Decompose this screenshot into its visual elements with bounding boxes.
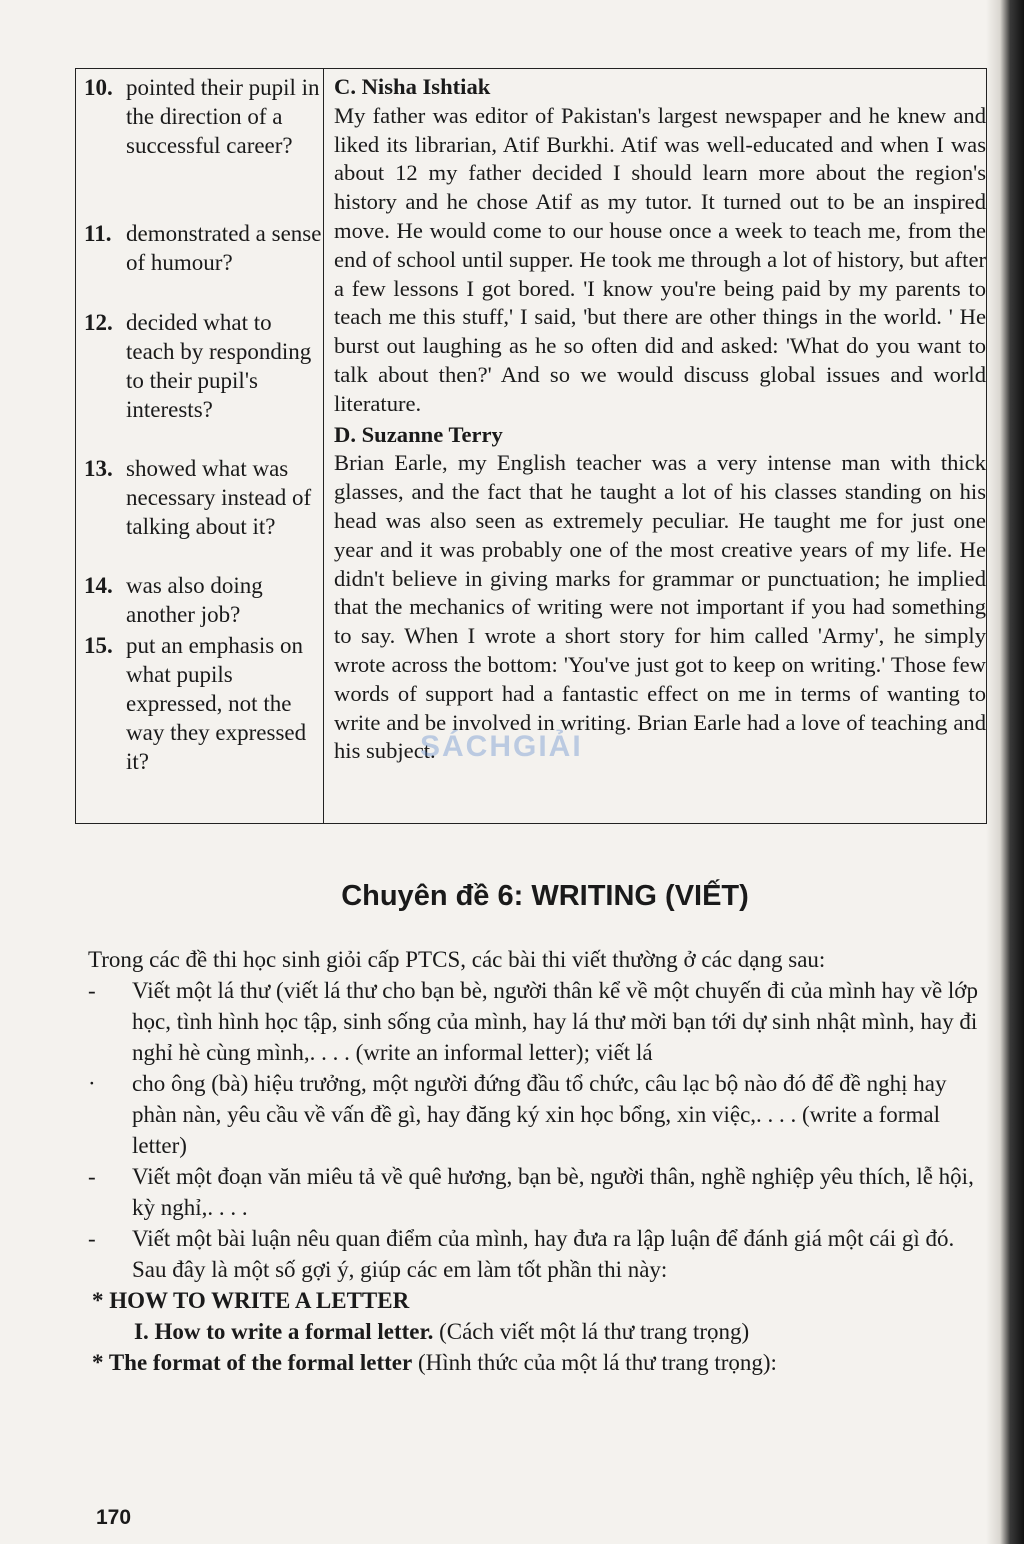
page-number: 170 <box>96 1506 132 1529</box>
watermark-logo: SÁCHGIẢI <box>420 730 583 763</box>
passages-column <box>334 73 986 766</box>
chapter-title: Chuyên đề 6: WRITING (VIẾT) <box>341 880 749 912</box>
section-c-heading: C. Nisha Ishtiak <box>334 74 491 99</box>
question-number: 10. <box>84 75 113 100</box>
bullet-dash: - <box>88 978 96 1003</box>
bullet-dash: - <box>88 1164 96 1189</box>
list-item-text: Viết một lá thư (viết lá thư cho bạn bè, người thân kể về một chuyến đi của mình hay về lớp học, tình hình học tập, sinh sống của mình, hay lá thư mời bạn tới dự sinh nhật mình, hay đi nghỉ hè cùng mình,. . . . (write an informal letter); viết lá <box>132 978 978 1065</box>
question-text: put an emphasis on what pupils expressed, not the way they expressed it? <box>126 633 307 774</box>
page-binding-edge <box>986 0 1024 1544</box>
bullet-dash: - <box>88 1226 96 1251</box>
list-item <box>88 975 983 1068</box>
question-text: decided what to teach by responding to their pupil's interests? <box>126 310 312 422</box>
question-text: demonstrated a sense of humour? <box>126 221 322 275</box>
followup-text: Sau đây là một số gợi ý, giúp các em làm tốt phần thi này: <box>132 1257 668 1282</box>
question-number: 15. <box>84 633 113 658</box>
list-item <box>88 1161 983 1223</box>
bullet-dash: · <box>88 1071 96 1096</box>
list-item-text: Viết một đoạn văn miêu tả về quê hương, bạn bè, người thân, nghề nghiệp yêu thích, lễ hội, kỳ nghỉ,. . . . <box>132 1164 974 1220</box>
formal-letter-heading-bold: I. How to write a formal letter. <box>134 1319 434 1344</box>
question-text: showed what was necessary instead of talking about it? <box>126 456 312 539</box>
section-c-text: My father was editor of Pakistan's largest newspaper and he knew and liked its librarian, Atif Burkhi. Atif was well-educated and when I was about 12 my father decided I should learn more about the region's history and he chose Atif as my tutor. It turned out to be an inspired move. He would come to our house once a week to teach me, from the end of school until supper. He took me through a lot of history, but after a few lessons I got bored. 'I know you're being paid by my parents to teach me this stuff,' I said, 'but there are other things in the world. ' He burst out laughing as he so often did and asked: 'What do you want to talk about then?' And so we would discuss global issues and world literature. <box>334 102 986 416</box>
list-item <box>88 1223 983 1254</box>
list-item-text: Viết một bài luận nêu quan điểm của mình, hay đưa ra lập luận để đánh giá một cái gì đó. <box>132 1226 955 1251</box>
formal-letter-heading <box>88 1316 983 1347</box>
reading-table <box>75 68 987 824</box>
section-d-heading: D. Suzanne Terry <box>334 421 503 447</box>
question-number: 12. <box>84 310 113 335</box>
letter-heading: * HOW TO WRITE A LETTER <box>92 1288 410 1313</box>
question-text: pointed their pupil in the direction of a successful career? <box>126 75 320 158</box>
question-item <box>84 631 322 776</box>
intro-text: Trong các đề thi học sinh giỏi cấp PTCS, các bài thi viết thường ở các dạng sau: <box>88 947 826 972</box>
format-heading <box>88 1347 983 1378</box>
question-item <box>84 571 322 629</box>
question-number: 14. <box>84 573 113 598</box>
format-heading-note: (Hình thức của một lá thư trang trọng): <box>412 1350 777 1375</box>
section-d-text: Brian Earle, my English teacher was a very intense man with thick glasses, and the fact that he taught a lot of his classes standing on his head was also seen as extremely peculiar. He taught me for just one year and it was probably one of the most creative years of my life. He didn't believe in giving marks for grammar or punctuation; he implied that the mechanics of writing were not important if you had something to say. When I wrote a short story for him called 'Army', he simply wrote across the bottom: 'You've just got to keep on writing.' Those few words of support had a fantastic effect on me in terms of wanting to write and be involved in writing. Brian Earle had a love of teaching and his subject. <box>334 450 986 764</box>
list-item-text: cho ông (bà) hiệu trưởng, một người đứng đầu tổ chức, câu lạc bộ nào đó để đề nghị hay phàn nàn, yêu cầu về vấn đề gì, hay đăng ký xin học bổng, xin việc,. . . . (write a formal letter) <box>132 1071 947 1158</box>
question-number: 11. <box>84 221 112 246</box>
question-number: 13. <box>84 456 113 481</box>
formal-letter-heading-note: (Cách viết một lá thư trang trọng) <box>433 1319 750 1344</box>
questions-column <box>76 69 324 823</box>
writing-section-body <box>88 944 983 1378</box>
list-item <box>88 1068 983 1161</box>
question-item <box>84 454 322 541</box>
question-item <box>84 73 322 160</box>
format-heading-bold: * The format of the formal letter <box>92 1350 413 1375</box>
question-item <box>84 308 322 424</box>
question-text: was also doing another job? <box>126 573 263 627</box>
question-item <box>84 219 322 277</box>
